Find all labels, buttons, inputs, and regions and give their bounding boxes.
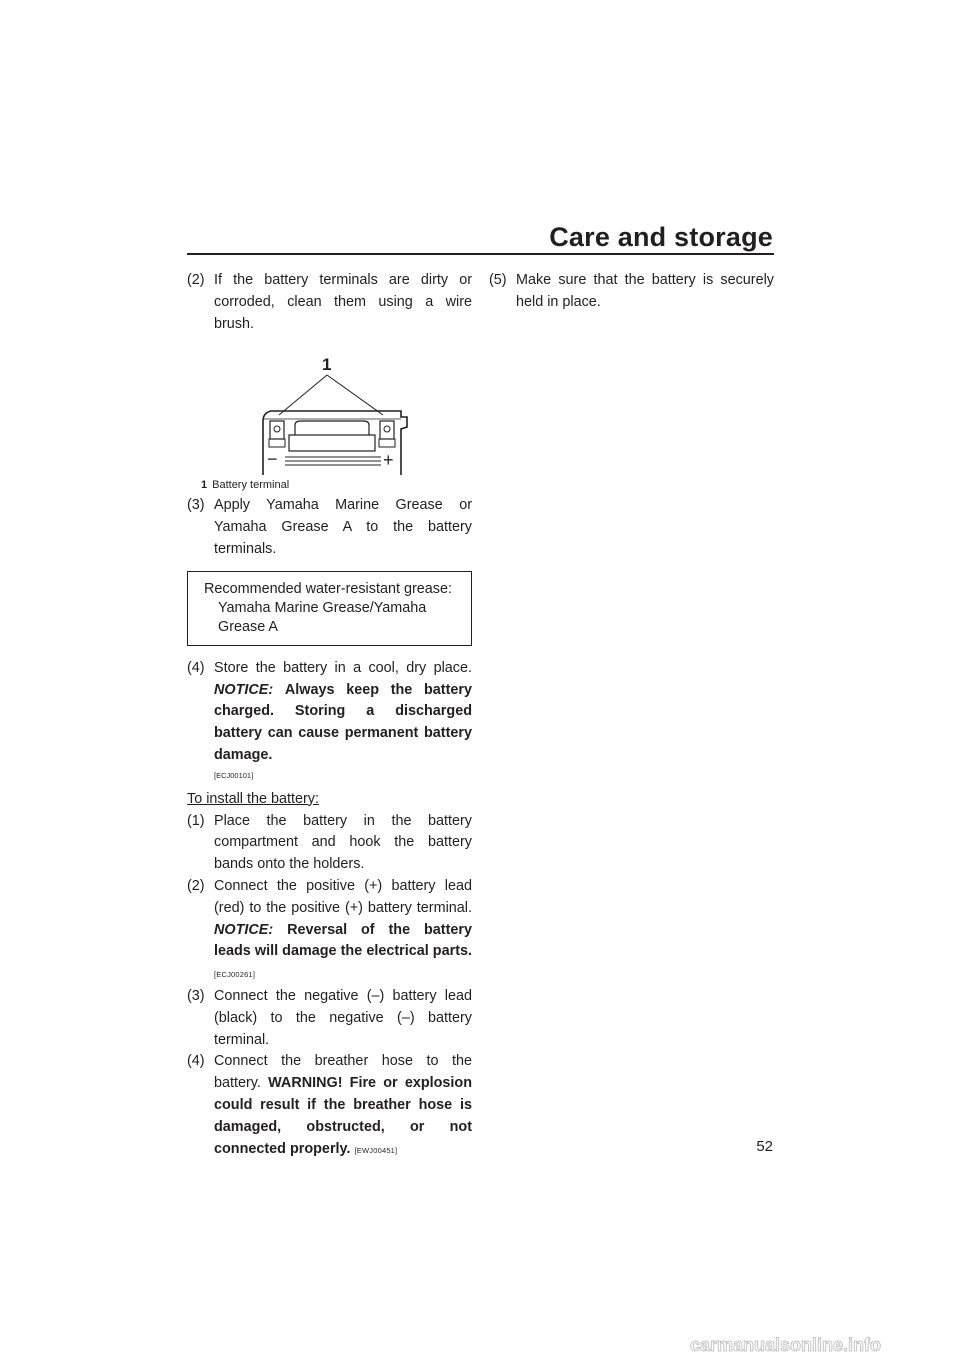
item-text: Connect the negative (–) battery lead (black) to the negative (–) battery terminal. [214, 987, 472, 1048]
item-number: (5) [489, 272, 507, 288]
item-text: Apply Yamaha Marine Grease or Yamaha Grease A to the battery terminals. [214, 497, 472, 557]
warning-text: WARNING! Fire or explosion could result if the breather hose is damaged, obstructed, or not connected properly. [214, 1075, 473, 1157]
section-heading: To install the battery: [187, 790, 319, 807]
item-text: Store the battery in a cool, dry place. [214, 659, 472, 676]
notice-text: Always keep the battery charged. Storing a discharged battery can cause permanent battery damage. [214, 681, 472, 763]
spec-value: Yamaha Marine Grease/Yamaha Grease A [218, 599, 427, 635]
item-text: Connect the positive (+) battery lead (red) to the positive (+) battery terminal. [214, 877, 472, 916]
item-number: (4) [187, 659, 205, 676]
list-item [187, 986, 472, 1051]
header-rule [187, 253, 774, 255]
reference-code: [ECJ00101] [214, 770, 254, 780]
notice-label: NOTICE: [214, 921, 274, 938]
reference-code: [ECJ00261] [214, 970, 256, 980]
notice-text: Reversal of the battery leads will damage the electrical parts. [214, 921, 473, 960]
plus-sign: + [383, 450, 394, 471]
spec-box [187, 571, 472, 646]
figure-caption [201, 479, 289, 492]
list-item [187, 876, 472, 986]
item-text: Place the battery in the battery compartment and hook the battery bands onto the holders. [214, 812, 472, 873]
caption-number: 1 [201, 479, 208, 492]
notice-label: NOTICE: [214, 681, 274, 698]
right-column [489, 270, 774, 314]
battery-illustration [255, 345, 415, 475]
item-number: (2) [187, 272, 205, 288]
item-text: If the battery terminals are dirty or corroded, clean them using a wire brush. [214, 272, 472, 332]
item-number: (4) [187, 1053, 205, 1070]
item-number: (3) [187, 497, 205, 514]
caption-text: Battery terminal [212, 479, 290, 492]
watermark-logo [690, 1334, 950, 1356]
minus-sign: − [267, 449, 278, 470]
list-item [489, 270, 774, 314]
list-item [187, 270, 472, 335]
left-column [187, 270, 472, 1161]
item-text: Make sure that the battery is securely held in place. [516, 272, 774, 310]
spec-title: Recommended water-resistant grease: [204, 580, 452, 597]
list-item [187, 658, 472, 767]
item-number: (1) [187, 812, 205, 829]
page-number: 52 [756, 1138, 773, 1155]
list-item [187, 495, 472, 560]
figure-callout: 1 [322, 355, 332, 375]
item-number: (2) [187, 877, 205, 894]
item-number: (3) [187, 987, 205, 1004]
item-text: Connect the breather hose to the battery. [214, 1053, 472, 1092]
watermark-text: carmanualsonline.info [690, 1335, 882, 1355]
list-item [187, 1051, 472, 1161]
reference-code: [EWJ00451] [354, 1145, 398, 1155]
page-title: Care and storage [549, 222, 773, 252]
battery-figure [187, 345, 472, 495]
list-item [187, 811, 472, 876]
